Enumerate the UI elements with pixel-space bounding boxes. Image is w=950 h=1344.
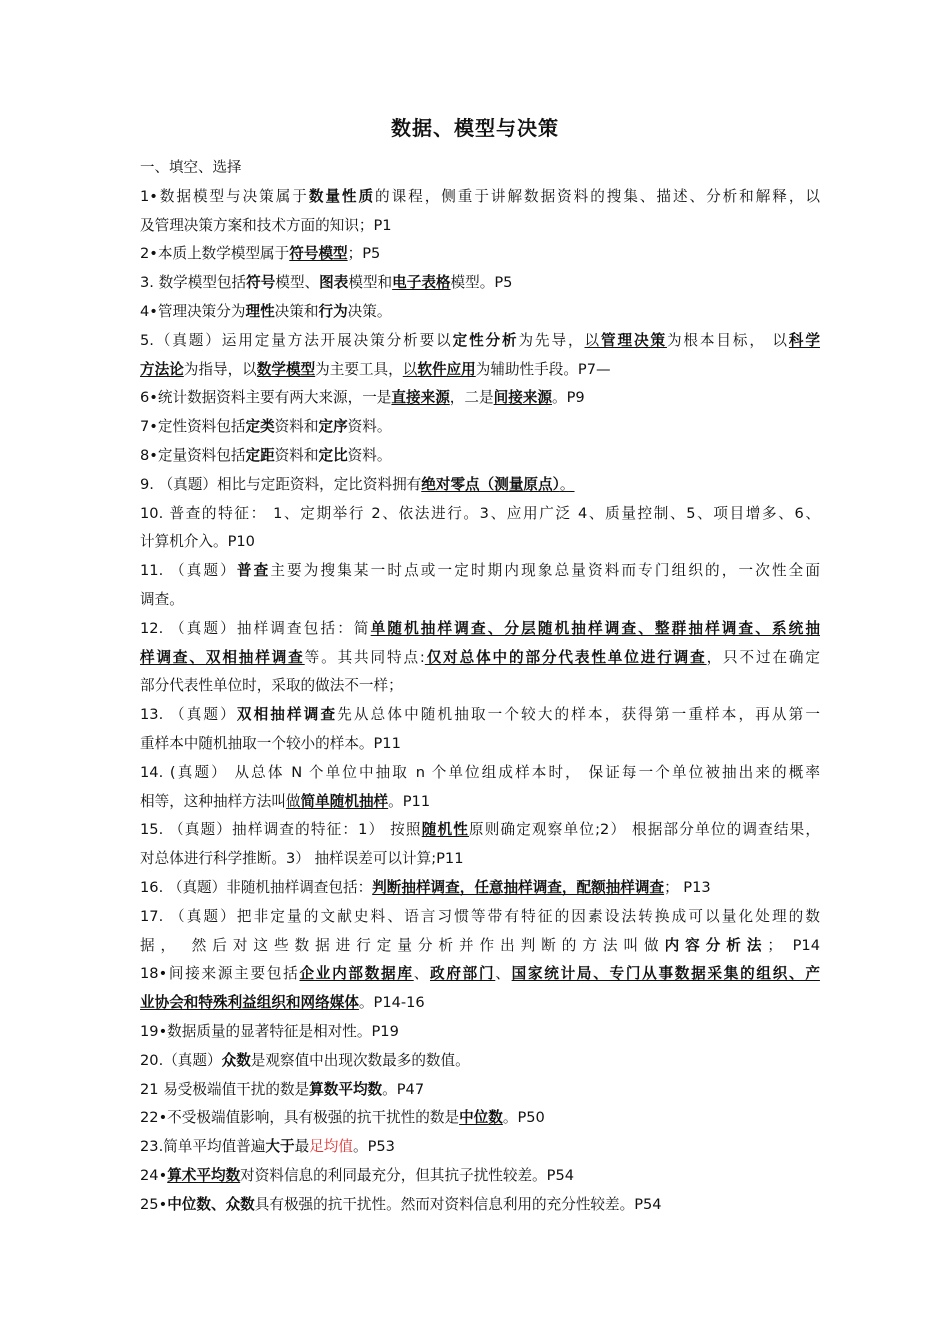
text-line xyxy=(140,816,820,845)
text-span: 等。其共同特点: xyxy=(304,648,425,666)
text-span: 11. （真题） xyxy=(140,562,237,580)
text-span: 一、填空、选择 xyxy=(140,160,242,176)
emphasis-text: 方法论 xyxy=(140,360,184,378)
text-span: 18•间接来源主要包括 xyxy=(140,965,300,983)
text-span: 及管理决策方案和技术方面的知识；P1 xyxy=(140,216,392,234)
text-span: 主要为搜集某一时点或一定时期内现象总量资料而专门组织的，一次性全面 xyxy=(270,562,820,580)
emphasis-text: 管理决策 xyxy=(600,331,667,349)
text-span: 计算机介入。P10 xyxy=(140,533,255,551)
emphasis-text: 企业内部数据库 xyxy=(299,965,414,983)
text-span: 23.简单平均值普遍 xyxy=(140,1138,266,1156)
text-line xyxy=(140,874,820,903)
text-span: 15. （真题）抽样调查的特征：1） 按照 xyxy=(140,821,422,839)
text-span: 4•管理决策分为 xyxy=(140,302,246,320)
emphasis-text: 绝对零点（测量原点） xyxy=(421,475,560,493)
text-line xyxy=(140,269,820,298)
text-span: 资料和 xyxy=(274,418,319,436)
emphasis-text: 以 xyxy=(402,360,418,378)
text-line xyxy=(140,500,820,529)
emphasis-text: 国家统计局、专门从事数据采集的组织、产 xyxy=(511,965,820,983)
text-span: 为根本目标， 以 xyxy=(666,331,789,349)
text-line xyxy=(140,960,820,989)
emphasis-text: 定序 xyxy=(318,418,348,436)
emphasis-text: 符号模型 xyxy=(289,245,348,263)
text-span: ，只不过在确定 xyxy=(706,648,820,666)
emphasis-text: 算术平均数 xyxy=(167,1166,241,1184)
text-span: 资料和 xyxy=(274,446,319,464)
emphasis-text: 仅对总体中的部分代表性单位进行调查 xyxy=(424,648,707,666)
text-span: 调查。 xyxy=(140,590,184,608)
text-span: 13. （真题） xyxy=(140,706,237,724)
emphasis-text: 做 xyxy=(285,792,301,810)
text-span: 部分代表性单位时，采取的做法不一样； xyxy=(140,677,403,695)
emphasis-text: 判断抽样调查，任意抽样调查，配额抽样调查 xyxy=(372,878,665,896)
emphasis-text: 定类 xyxy=(245,418,275,436)
emphasis-text: 间接来源 xyxy=(493,389,552,407)
text-span: 16. （真题）非随机抽样调查包括： xyxy=(140,878,373,896)
text-line xyxy=(140,1191,820,1220)
text-span: 是观察值中出现次数最多的数值。 xyxy=(250,1051,470,1069)
text-span: 决策和 xyxy=(274,302,319,320)
text-line xyxy=(140,615,820,644)
text-span: 8•定量资料包括 xyxy=(140,446,246,464)
document-body xyxy=(140,154,820,1219)
emphasis-text: 定距 xyxy=(245,446,275,464)
emphasis-text: 直接来源 xyxy=(391,389,450,407)
text-line xyxy=(140,759,820,788)
text-span: 21 易受极端值干扰的数是 xyxy=(140,1080,310,1098)
text-line xyxy=(140,644,820,673)
emphasis-text: 随机性 xyxy=(421,821,469,839)
text-line xyxy=(140,1133,820,1162)
text-span: 相等，这种抽样方法叫 xyxy=(140,792,286,810)
emphasis-text: 图表 xyxy=(319,274,349,292)
text-span: 原则确定观察单位;2） 根据部分单位的调查结果， xyxy=(469,821,820,839)
text-line xyxy=(140,1104,820,1133)
text-span: 。P47 xyxy=(382,1080,425,1098)
text-span: 24• xyxy=(140,1166,168,1184)
text-line xyxy=(140,989,820,1018)
text-span: ，二是 xyxy=(449,389,494,407)
emphasis-text: 众数 xyxy=(221,1051,251,1069)
text-line xyxy=(140,788,820,817)
text-span: 对总体进行科学推断。3） 抽样误差可以计算;P11 xyxy=(140,850,464,868)
text-line xyxy=(140,730,820,759)
text-span: 22•不受极端值影响，具有极强的抗干扰性的数是 xyxy=(140,1109,460,1127)
emphasis-text: 数学模型 xyxy=(256,360,316,378)
emphasis-text: 符号 xyxy=(246,274,276,292)
text-line xyxy=(140,212,820,241)
text-line xyxy=(140,298,820,327)
emphasis-text: 算数平均数 xyxy=(309,1080,383,1098)
text-span: 决策。 xyxy=(347,302,392,320)
text-span: 为主要工具， xyxy=(315,360,403,378)
text-span: 对资料信息的利同最充分，但其抗子扰性较差。P54 xyxy=(240,1166,575,1184)
text-line xyxy=(140,1047,820,1076)
text-span: 。P11 xyxy=(388,792,431,810)
text-span: 模型、 xyxy=(275,274,320,292)
text-line xyxy=(140,932,820,961)
text-span: 为先导， xyxy=(518,331,585,349)
text-span: 。P53 xyxy=(352,1138,395,1156)
text-span: 12. （真题）抽样调查包括：简 xyxy=(140,619,371,637)
text-line xyxy=(140,240,820,269)
text-line xyxy=(140,327,820,356)
emphasis-text: 定性分析 xyxy=(452,331,519,349)
text-line xyxy=(140,1162,820,1191)
emphasis-text: 双相抽样调查 xyxy=(236,706,338,724)
text-span: 。P9 xyxy=(551,389,585,407)
emphasis-text: 理性 xyxy=(245,302,275,320)
text-span: 据， 然后对这些数据进行定量分析并作出判断的方法叫做 xyxy=(140,936,665,954)
text-line xyxy=(140,701,820,730)
emphasis-text: 单随机抽样调查、分层随机抽样调查、整群抽样调查、系统抽 xyxy=(370,619,820,637)
text-span: 19•数据质量的显著特征是相对性。P19 xyxy=(140,1022,399,1040)
text-span: 。P14-16 xyxy=(358,994,425,1012)
text-line xyxy=(140,903,820,932)
text-line xyxy=(140,442,820,471)
text-span: 先从总体中随机抽取一个较大的样本，获得第一重样本，再从第一 xyxy=(337,706,820,724)
emphasis-text: 样调查、双相抽样调查 xyxy=(140,648,305,666)
text-span: ； P14 xyxy=(767,936,820,954)
text-line xyxy=(140,183,820,212)
text-span: 2•本质上数学模型属于 xyxy=(140,245,290,263)
text-span: 具有极强的抗干扰性。然而对资料信息利用的充分性较差。P54 xyxy=(254,1195,662,1213)
text-line xyxy=(140,1076,820,1105)
text-span: 资料。 xyxy=(347,418,392,436)
text-span: 25• xyxy=(140,1195,168,1213)
text-span: 的课程，侧重于讲解数据资料的搜集、描述、分析和解释，以 xyxy=(375,187,820,205)
text-span: 1•数据模型与决策属于 xyxy=(140,187,309,205)
text-span: 最 xyxy=(294,1138,310,1156)
text-span: 14. (真题） 从总体 N 个单位中抽取 n 个单位组成样本时， 保证每一个单位被抽出来的概率 xyxy=(140,763,820,781)
emphasis-text: 行为 xyxy=(318,302,348,320)
text-span: 为指导，以 xyxy=(183,360,257,378)
text-span: ； P13 xyxy=(664,878,711,896)
text-span: 7•定性资料包括 xyxy=(140,418,246,436)
emphasis-text: 大于 xyxy=(265,1138,295,1156)
text-span: 模型和 xyxy=(348,274,393,292)
emphasis-text: 业协会和特殊利益组织和网络媒体 xyxy=(140,994,359,1012)
text-span: 资料。 xyxy=(347,446,392,464)
emphasis-text: 数量性质 xyxy=(308,187,376,205)
emphasis-text: 以 xyxy=(584,331,601,349)
text-line xyxy=(140,384,820,413)
text-span: 。P50 xyxy=(502,1109,545,1127)
emphasis-text: 简单随机抽样 xyxy=(300,792,389,810)
text-span: 10. 普查的特征： 1、定期举行 2、依法进行。3、应用广泛 4、质量控制、5、项目增多、6、 xyxy=(140,504,820,522)
text-line xyxy=(140,1018,820,1047)
text-span: 模型。P5 xyxy=(450,274,513,292)
text-line xyxy=(140,845,820,874)
emphasis-text: 普查 xyxy=(236,562,271,580)
text-span: 20.（真题） xyxy=(140,1051,222,1069)
emphasis-text: 电子表格 xyxy=(392,274,451,292)
text-line xyxy=(140,672,820,701)
emphasis-text: 内容分析法 xyxy=(664,936,768,954)
text-line xyxy=(140,586,820,615)
emphasis-text: 中位数、众数 xyxy=(167,1195,255,1213)
text-span: 3. 数学模型包括 xyxy=(140,274,247,292)
emphasis-text: 。 xyxy=(559,475,575,493)
text-span: 、 xyxy=(495,965,512,983)
emphasis-text: 足均值 xyxy=(309,1138,353,1156)
emphasis-text: 定比 xyxy=(318,446,348,464)
text-line xyxy=(140,557,820,586)
text-line xyxy=(140,471,820,500)
text-line xyxy=(140,413,820,442)
emphasis-text: 中位数 xyxy=(459,1109,503,1127)
emphasis-text: 软件应用 xyxy=(417,360,476,378)
text-span: 5.（真题）运用定量方法开展决策分析要以 xyxy=(140,331,453,349)
text-span: 6•统计数据资料主要有两大来源，一是 xyxy=(140,389,392,407)
section-heading xyxy=(140,154,820,183)
text-line xyxy=(140,356,820,385)
page-title: 数据、模型与决策 xyxy=(391,116,559,140)
text-span: 17. （真题）把非定量的文献史料、语言习惯等带有特征的因素设法转换成可以量化处理的数 xyxy=(140,907,820,925)
text-line xyxy=(140,528,820,557)
text-span: 为辅助性手段。P7— xyxy=(475,360,611,378)
text-span: 重样本中随机抽取一个较小的样本。P11 xyxy=(140,734,401,752)
text-span: ；P5 xyxy=(347,245,381,263)
text-span: 、 xyxy=(413,965,431,983)
emphasis-text: 科学 xyxy=(788,331,820,349)
emphasis-text: 政府部门 xyxy=(430,965,496,983)
text-span: 9. （真题）相比与定距资料，定比资料拥有 xyxy=(140,475,422,493)
